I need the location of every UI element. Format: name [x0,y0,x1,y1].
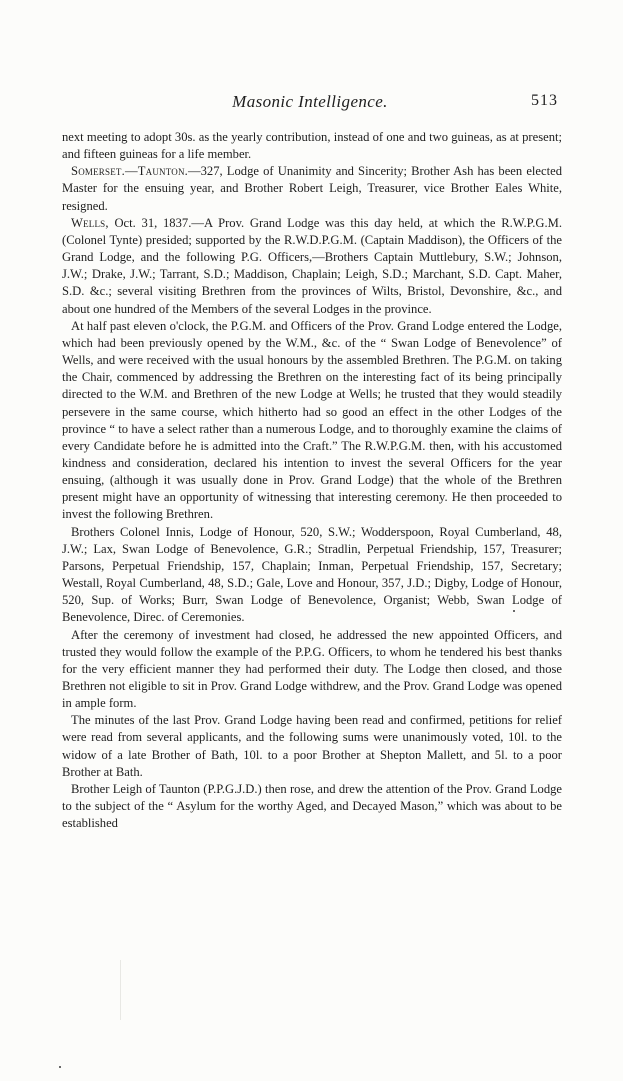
print-speck [59,1066,61,1068]
paragraph-somerset-taunton [62,163,562,214]
paragraph-text: After the ceremony of investment had closed, he addressed the new appointed Officers, and trusted they would follow the example of the P.P.G. Officers, to whom he tendered his best thanks for the very efficient manner they had performed their duty. The Lodge then closed, and those Brethren not eligible to sit in Prov. Grand Lodge withdrew, and the Prov. Grand Lodge was opened in ample form. [62,627,562,711]
paragraph-asylum-motion [62,781,562,832]
paragraph-text: Brother Leigh of Taunton (P.P.G.J.D.) then rose, and drew the attention of the Prov. Grand Lodge to the subject of the “ Asylum for the worthy Aged, and Decayed Mason,” which was about to be established [62,781,562,831]
page-number: 513 [531,92,558,109]
paragraph-officers-invested [62,524,562,627]
running-title: Masonic Intelligence. [232,92,388,111]
paragraph-text: At half past eleven o'clock, the P.G.M. and Officers of the Prov. Grand Lodge entered the Lodge, which had been previously opened by the W.M., &c. of the “ Swan Lodge of Benevolence” of Wells, and were received with the usual honours by the assembled Brethren. The P.G.M. on taking the Chair, commenced by addressing the Brethren on the interesting fact of its being principally directed to the W.M. and Brethren of the new Lodge at Wells; he trusted that they would steadily persevere in the same course, which hitherto had so good an effect in the other Lodges of the province “ to have a select rather than a numerous Lodge, and to thoroughly examine the claims of every Candidate before he is admitted into the Craft.” The R.W.P.G.M. then, with his accustomed kindness and consideration, declared his intention to invest the several Officers for the year ensuing, (although it was usually done in Prov. Grand Lodge) that the whole of the Brethren present might have an opportunity of witnessing that interesting ceremony. He then proceeded to invest the following Brethren. [62,318,562,522]
paragraph-contribution [62,129,562,163]
paragraph-lead: Wells, [71,215,109,230]
running-head [60,92,560,118]
paragraph-text: Oct. 31, 1837.—A Prov. Grand Lodge was this day held, at which the R.W.P.G.M. (Colonel Tynte) presided; supported by the R.W.D.P.G.M. (Captain Maddison), the Officers of the Grand Lodge, and the following P.G. Officers,—Brothers Captain Muttlebury, S.W.; Johnson, J.W.; Drake, J.W.; Tarrant, S.D.; Maddison, Chaplain; Leigh, S.D.; Marchant, S.D. Capt. Maher, S.D. &c.; several visiting Brethren from the provinces of Wilts, Bristol, Devonshire, &c., and about one hundred of the Members of the several Lodges in the province. [62,215,562,316]
article-body [62,129,562,832]
paragraph-text: next meeting to adopt 30s. as the yearly contribution, instead of one and two guineas, as at present; and fifteen guineas for a life member. [62,130,562,162]
paragraph-text: The minutes of the last Prov. Grand Lodge having been read and confirmed, petitions for relief were read from several applicants, and the following sums were unanimously voted, 10l. to the widow of a late Brother of Bath, 10l. to a poor Brother at Shepton Mallett, and 5l. to a poor Brother at Bath. [62,713,562,779]
paragraph-wells-meeting [62,215,562,318]
paragraph-relief-votes [62,712,562,781]
paragraph-lodge-opening [62,318,562,524]
paragraph-text: Brothers Colonel Innis, Lodge of Honour, 520, S.W.; Wodderspoon, Royal Cumberland, 48, J.W.; Lax, Swan Lodge of Benevolence, G.R.; Stradlin, Perpetual Friendship, 157, Treasurer; Parsons, Perpetual Friendship, 157, Chaplain; Inman, Perpetual Friendship, 157, Secretary; Westall, Royal Cumberland, 48, S.D.; Gale, Love and Honour, 357, J.D.; Digby, Lodge of Honour, 520, Sup. of Works; Burr, Swan Lodge of Benevolence, Organist; Webb, Swan Lodge of Benevolence, Direc. of Ceremonies. [62,524,562,625]
print-speck [513,610,515,612]
paper-crease [120,960,121,1020]
paragraph-ceremony-closed [62,627,562,713]
paragraph-lead: Somerset.—Taunton. [71,164,189,179]
paragraph-text: —327, Lodge of Unanimity and Sincerity; Brother Ash has been elected Master for the ensuing year, and Brother Robert Leigh, Treasurer, vice Brother Eales White, resigned. [62,164,562,213]
